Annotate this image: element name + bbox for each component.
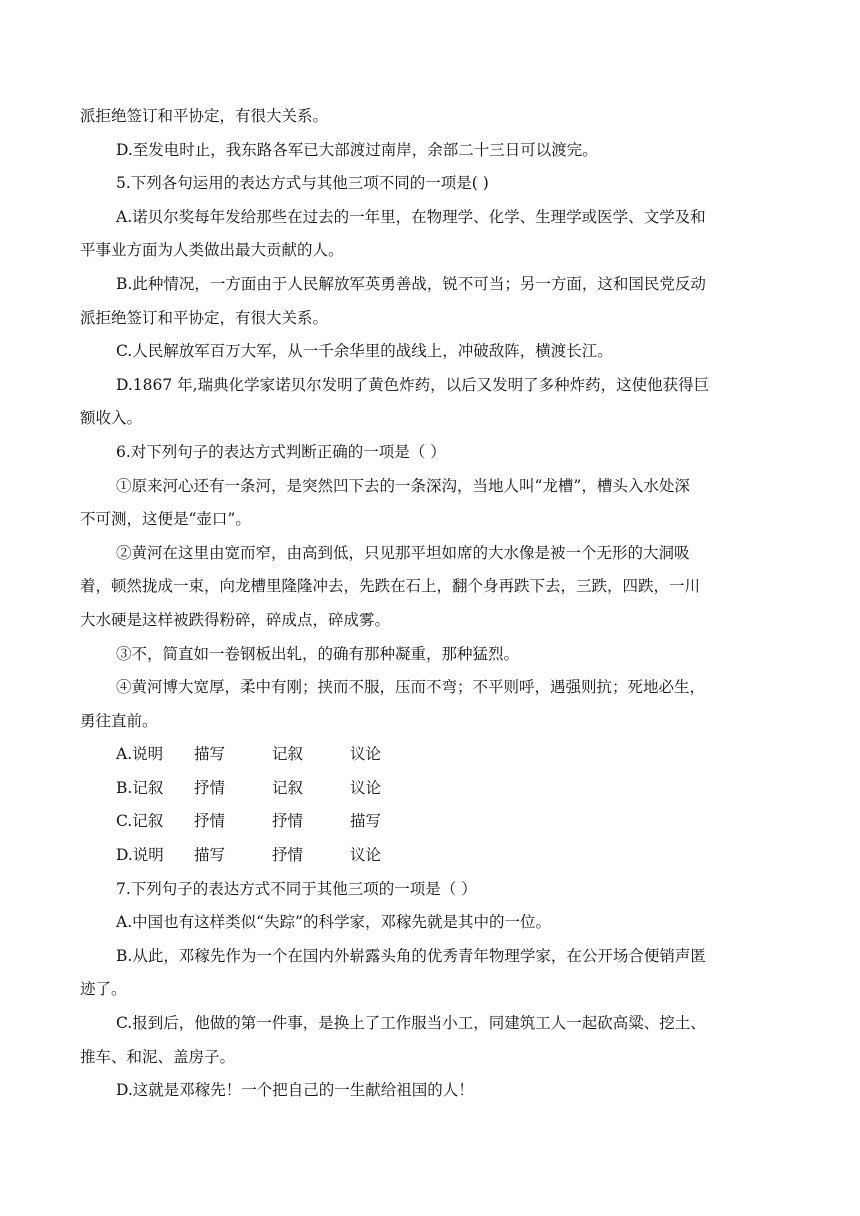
- text-line: D.至发电时止，我东路各军已大部渡过南岸，余部二十三日可以渡完。: [116, 140, 598, 159]
- option-cell: A.说明: [116, 745, 164, 764]
- text-line: ①原来河心还有一条河，是突然凹下去的一条深沟，当地人叫“龙槽”，槽头入水处深: [116, 476, 690, 495]
- text-line: 派拒绝签订和平协定，有很大关系。: [80, 308, 329, 327]
- option-row: [80, 738, 782, 772]
- text-line: B.从此，邓稼先作为一个在国内外崭露头角的优秀青年物理学家，在公开场合便销声匿: [116, 946, 706, 965]
- option-cell: 描写: [194, 745, 226, 764]
- option-cell: 议论: [350, 778, 382, 797]
- option-cell: 抒情: [272, 846, 304, 865]
- text-line: A.中国也有这样类似“失踪”的科学家，邓稼先就是其中的一位。: [116, 913, 551, 932]
- option-cell: 议论: [350, 745, 382, 764]
- question-6-stem: 6.对下列句子的表达方式判断正确的一项是（ ）: [116, 442, 446, 461]
- text-line: 不可测，这便是“壶口”。: [80, 510, 251, 529]
- option-cell: C.记叙: [116, 812, 164, 831]
- option-cell: 描写: [350, 812, 382, 831]
- text-line: C.人民解放军百万大军，从一千余华里的战线上，冲破敌阵，横渡长江。: [116, 342, 613, 361]
- question-7-stem: 7.下列句子的表达方式不同于其他三项的一项是（ ）: [116, 879, 477, 898]
- option-cell: B.记叙: [116, 778, 164, 797]
- text-line: ②黄河在这里由宽而窄，由高到低，只见那平坦如席的大水像是被一个无形的大洞吸: [116, 543, 690, 562]
- option-cell: 抒情: [194, 778, 226, 797]
- option-cell: 议论: [350, 846, 382, 865]
- option-cell: 记叙: [272, 778, 304, 797]
- text-line: 平事业方面为人类做出最大贡献的人。: [80, 241, 344, 260]
- option-row: [80, 772, 782, 806]
- text-line: B.此种情况，一方面由于人民解放军英勇善战，锐不可当；另一方面，这和国民党反动: [116, 274, 706, 293]
- option-row: [80, 805, 782, 839]
- option-cell: 描写: [194, 846, 226, 865]
- document-body: [80, 100, 782, 1108]
- text-line: 迹了。: [80, 980, 127, 999]
- question-5-stem: 5.下列各句运用的表达方式与其他三项不同的一项是( ): [116, 174, 489, 193]
- option-cell: 抒情: [272, 812, 304, 831]
- text-line: A.诺贝尔奖每年发给那些在过去的一年里，在物理学、化学、生理学或医学、文学及和: [116, 207, 706, 226]
- text-line: 额收入。: [80, 409, 143, 428]
- text-line: ③不，简直如一卷钢板出轧，的确有那种凝重，那种猛烈。: [116, 644, 520, 663]
- text-line: 大水硬是这样被跌得粉碎，碎成点，碎成雾。: [80, 610, 391, 629]
- text-line: 推车、和泥、盖房子。: [80, 1047, 236, 1066]
- option-cell: D.说明: [116, 846, 164, 865]
- text-line: 派拒绝签订和平协定，有很大关系。: [80, 107, 329, 125]
- text-line: D.1867 年,瑞典化学家诺贝尔发明了黄色炸药，以后又发明了多种炸药，这使他获得巨: [116, 375, 710, 394]
- text-line: 勇往直前。: [80, 711, 158, 730]
- text-line: C.报到后，他做的第一件事，是换上了工作服当小工，同建筑工人一起砍高粱、挖土、: [116, 1014, 706, 1033]
- text-line: 着，顿然拢成一束，向龙槽里隆隆冲去，先跌在石上，翻个身再跌下去，三跌，四跌，一川: [80, 577, 701, 596]
- text-line: D.这就是邓稼先！一个把自己的一生献给祖国的人！: [116, 1081, 474, 1100]
- option-row: [80, 839, 782, 873]
- text-line: ④黄河博大宽厚，柔中有刚；挟而不服，压而不弯；不平则呼，遇强则抗；死地必生，: [116, 678, 706, 697]
- option-cell: 记叙: [272, 745, 304, 764]
- option-cell: 抒情: [194, 812, 226, 831]
